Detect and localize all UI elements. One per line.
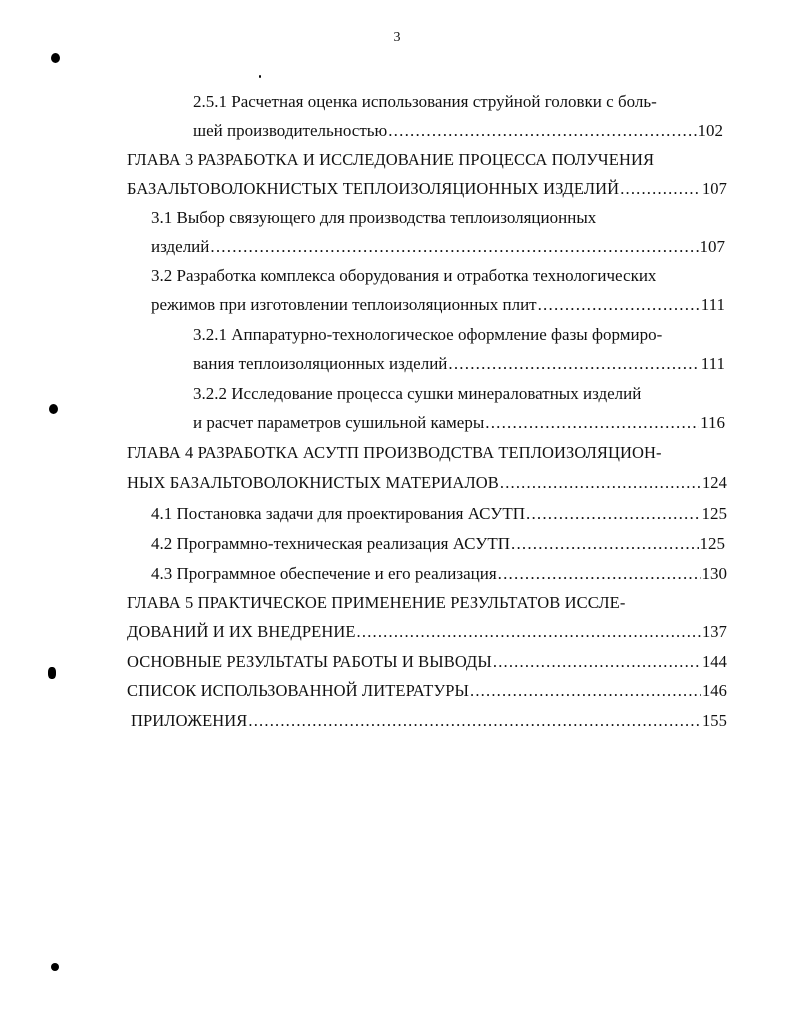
toc-entry-text: 4.1 Постановка задачи для проектирования АСУТП xyxy=(151,504,525,523)
scan-mark xyxy=(51,963,59,971)
toc-entry xyxy=(193,354,725,374)
leader-dots xyxy=(448,354,699,374)
toc-entry-text: НЫХ БАЗАЛЬТОВОЛОКНИСТЫХ МАТЕРИАЛОВ xyxy=(127,473,499,492)
toc-chapter xyxy=(131,711,727,731)
toc-entry-text: 2.5.1 Расчетная оценка использования струйной головки с боль- xyxy=(193,92,657,111)
toc-entry-text: ГЛАВА 3 РАЗРАБОТКА И ИССЛЕДОВАНИЕ ПРОЦЕССА ПОЛУЧЕНИЯ xyxy=(127,150,655,169)
toc-entry xyxy=(151,504,727,524)
page-number: 3 xyxy=(393,30,401,45)
toc-entry xyxy=(193,92,657,112)
toc-chapter xyxy=(127,443,662,463)
toc-chapter xyxy=(127,473,727,493)
leader-dots xyxy=(388,121,696,141)
toc-entry xyxy=(193,413,725,433)
leader-dots xyxy=(498,564,701,584)
toc-entry xyxy=(151,208,596,228)
toc-entry-text: режимов при изготовлении теплоизоляционных плит xyxy=(151,295,537,314)
toc-entry-text: и расчет параметров сушильной камеры xyxy=(193,413,485,432)
leader-dots xyxy=(500,473,701,493)
toc-page-number: 107 xyxy=(701,179,727,198)
leader-dots xyxy=(526,504,701,524)
toc-chapter xyxy=(127,150,654,170)
toc-page-number: 125 xyxy=(699,534,725,553)
toc-entry xyxy=(151,237,725,257)
toc-entry-text: 3.1 Выбор связующего для производства теплоизоляционных xyxy=(151,208,597,227)
toc-page-number: 130 xyxy=(701,564,727,583)
toc-page-number: 111 xyxy=(700,295,725,314)
toc-entry-text: шей производительностью xyxy=(193,121,388,140)
toc-page-number: 155 xyxy=(701,711,727,730)
scan-mark xyxy=(48,667,56,679)
toc-entry-text: ПРИЛОЖЕНИЯ xyxy=(131,711,248,730)
toc-entry xyxy=(193,325,662,345)
toc-entry-text: 4.2 Программно-техническая реализация АСУТП xyxy=(151,534,510,553)
leader-dots xyxy=(493,652,701,672)
toc-entry xyxy=(151,564,727,584)
toc-chapter xyxy=(127,652,727,672)
toc-entry xyxy=(151,534,725,554)
toc-chapter xyxy=(127,593,625,613)
leader-dots xyxy=(470,681,701,701)
toc-page-number: 125 xyxy=(701,504,727,523)
leader-dots xyxy=(357,622,701,642)
toc-chapter xyxy=(127,622,727,642)
scan-mark xyxy=(49,404,58,414)
toc-chapter xyxy=(127,681,727,701)
toc-entry-text: вания теплоизоляционных изделий xyxy=(193,354,448,373)
scan-mark xyxy=(51,53,60,63)
toc-page-number: 144 xyxy=(701,652,727,671)
scan-mark xyxy=(259,75,261,78)
toc-entry-text: ГЛАВА 4 РАЗРАБОТКА АСУТП ПРОИЗВОДСТВА ТЕПЛОИЗОЛЯЦИОН- xyxy=(127,443,662,462)
toc-page-number: 137 xyxy=(701,622,727,641)
toc-entry-text: ОСНОВНЫЕ РЕЗУЛЬТАТЫ РАБОТЫ И ВЫВОДЫ xyxy=(127,652,492,671)
leader-dots xyxy=(538,295,700,315)
toc-entry xyxy=(151,266,656,286)
toc-page-number: 124 xyxy=(701,473,727,492)
toc-page-number: 102 xyxy=(697,121,723,140)
toc-entry-text: ДОВАНИЙ И ИХ ВНЕДРЕНИЕ xyxy=(127,622,356,641)
leader-dots xyxy=(485,413,699,433)
toc-page-number: 107 xyxy=(699,237,725,256)
toc-entry-text: изделий xyxy=(151,237,210,256)
toc-page-number: 111 xyxy=(700,354,725,373)
toc-entry xyxy=(193,121,723,141)
toc-page-number: 146 xyxy=(701,681,727,700)
leader-dots xyxy=(511,534,699,554)
toc-entry-text: 3.2 Разработка комплекса оборудования и отработка технологических xyxy=(151,266,657,285)
toc-entry-text: 4.3 Программное обеспечение и его реализация xyxy=(151,564,497,583)
toc-entry-text: БАЗАЛЬТОВОЛОКНИСТЫХ ТЕПЛОИЗОЛЯЦИОННЫХ ИЗДЕЛИЙ xyxy=(127,179,620,198)
leader-dots xyxy=(248,711,701,731)
leader-dots xyxy=(210,237,698,257)
toc-chapter xyxy=(127,179,727,199)
toc-entry-text: 3.2.2 Исследование процесса сушки минераловатных изделий xyxy=(193,384,642,403)
toc-entry xyxy=(193,384,641,404)
toc-entry-text: 3.2.1 Аппаратурно-технологическое оформление фазы формиро- xyxy=(193,325,663,344)
toc-entry-text: СПИСОК ИСПОЛЬЗОВАННОЙ ЛИТЕРАТУРЫ xyxy=(127,681,470,700)
leader-dots xyxy=(620,179,701,199)
toc-entry-text: ГЛАВА 5 ПРАКТИЧЕСКОЕ ПРИМЕНЕНИЕ РЕЗУЛЬТАТОВ ИССЛЕ- xyxy=(127,593,626,612)
toc-page-number: 116 xyxy=(700,413,725,432)
toc-entry xyxy=(151,295,725,315)
